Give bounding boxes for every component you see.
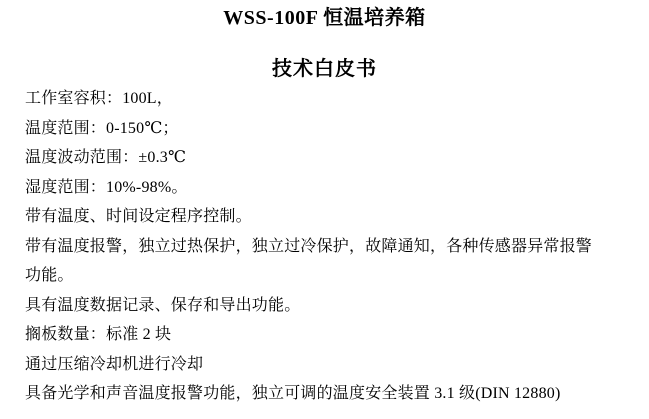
spec-line-program-control: 带有温度、时间设定程序控制。: [25, 208, 252, 225]
spec-line-shelf-count: 搁板数量：标准 2 块: [25, 326, 172, 343]
spec-line-alarm-protection: 带有温度报警，独立过热保护，独立过冷保护，故障通知，各种传感器异常报警: [25, 237, 593, 255]
spec-line-alarm-protection-continued: 功能。: [25, 267, 74, 284]
spec-line-temperature-range: 温度范围：0-150℃；: [25, 119, 179, 137]
spec-line-temperature-fluctuation: 温度波动范围：±0.3℃: [25, 149, 187, 166]
spec-line-data-logging: 具有温度数据记录、保存和导出功能。: [25, 296, 301, 314]
spec-line-compressor-cooling: 通过压缩冷却机进行冷却: [25, 355, 204, 373]
spec-line-humidity-range: 湿度范围：10%-98%。: [25, 178, 188, 196]
page-subtitle: 技术白皮书: [272, 58, 377, 80]
spec-line-safety-device: 具备光学和声音温度报警功能，独立可调的温度安全装置 3.1 级(DIN 12880): [25, 385, 561, 402]
spec-line-work-chamber-volume: 工作室容积：100L，: [25, 90, 173, 107]
spec-list: [0, 84, 649, 409]
page-title: WSS-100F 恒温培养箱: [223, 7, 426, 29]
